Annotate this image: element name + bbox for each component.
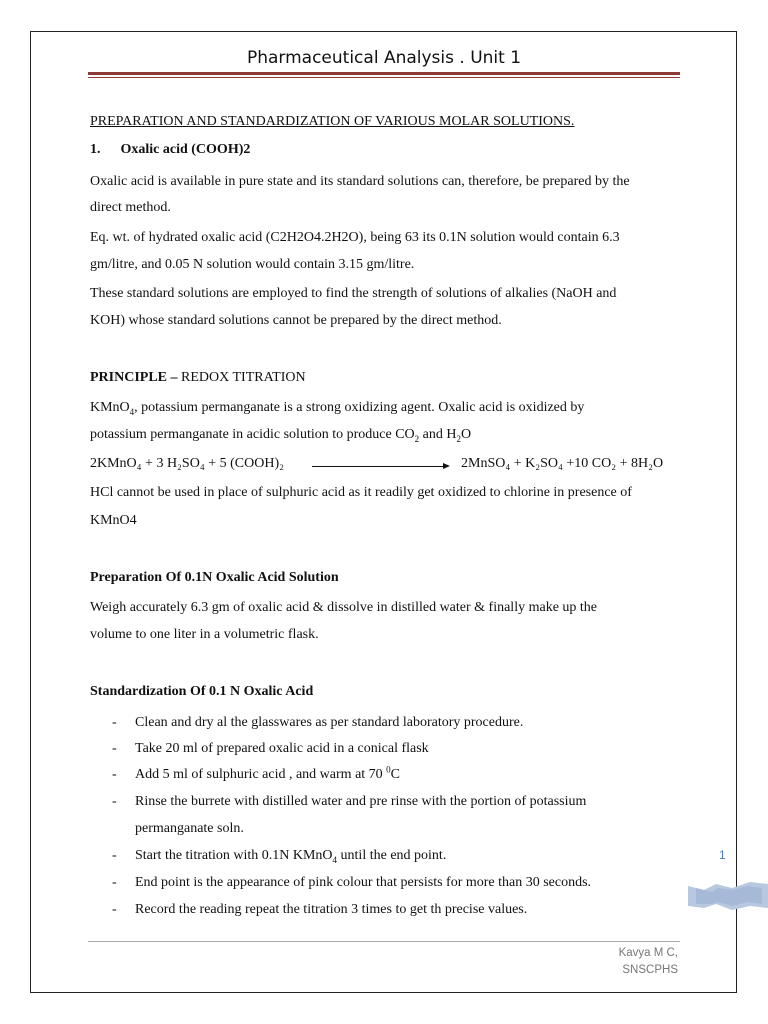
degree-superscript: 0 xyxy=(386,764,391,775)
footer-author-name: Kavya M C, xyxy=(618,947,678,959)
page-number: 1 xyxy=(719,848,726,862)
para3-line1: These standard solutions are employed to find the strength of solutions of alkalies (NaOH and xyxy=(90,286,617,301)
step-text: Clean and dry al the glasswares as per standard laboratory procedure. xyxy=(135,715,524,730)
section-1-heading xyxy=(90,142,250,158)
kmno4-subscript: 4 xyxy=(129,406,135,417)
bullet-dash: - xyxy=(112,715,117,730)
para1-line2: direct method. xyxy=(90,200,171,215)
bullet-dash: - xyxy=(112,794,117,809)
reaction-arrow-icon xyxy=(312,466,444,467)
step-text: permanganate soln. xyxy=(135,821,244,836)
hcl-note-line2: KMnO4 xyxy=(90,513,137,528)
bullet-dash: - xyxy=(112,875,117,890)
footer-institution: SNSCPHS xyxy=(622,964,678,976)
principle-heading xyxy=(90,370,306,386)
chemical-equation xyxy=(90,456,676,476)
principle-label: PRINCIPLE – xyxy=(90,370,178,385)
para3-line2: KOH) whose standard solutions cannot be prepared by the direct method. xyxy=(90,313,502,328)
bullet-dash: - xyxy=(112,902,117,917)
step-text: Rinse the burrete with distilled water and pre rinse with the portion of potassium xyxy=(135,794,587,809)
bullet-dash: - xyxy=(112,848,117,863)
para2-line1: Eq. wt. of hydrated oxalic acid (C2H2O4.2H2O), being 63 its 0.1N solution would contain 6.3 xyxy=(90,230,620,245)
header-rule-thick xyxy=(88,72,680,75)
principle-line2-a: potassium permanganate in acidic solution to produce CO xyxy=(90,427,415,442)
co2-subscript: 2 xyxy=(414,433,420,444)
preparation-heading: Preparation Of 0.1N Oxalic Acid Solution xyxy=(90,570,339,585)
equation-left: 2KMnO₄ + 3 H₂SO₄ + 5 (COOH)₂ xyxy=(90,456,284,471)
bullet-dash: - xyxy=(112,767,117,782)
page-header-title: Pharmaceutical Analysis . Unit 1 xyxy=(246,48,522,68)
section-1-number: 1. xyxy=(90,142,101,157)
footer-rule xyxy=(88,941,680,942)
principle-line2-c: O xyxy=(460,427,472,442)
main-heading: PREPARATION AND STANDARDIZATION OF VARIOUS MOLAR SOLUTIONS. xyxy=(90,114,575,129)
page-tab-decoration-icon xyxy=(688,882,768,910)
step-text: End point is the appearance of pink colour that persists for more than 30 seconds. xyxy=(135,875,592,890)
preparation-line2: volume to one liter in a volumetric flask. xyxy=(90,627,319,642)
standardization-heading: Standardization Of 0.1 N Oxalic Acid xyxy=(90,684,314,699)
principle-line2-b: and H xyxy=(419,427,457,442)
principle-line1-rest: , potassium permanganate is a strong oxidizing agent. Oxalic acid is oxidized by xyxy=(134,400,585,415)
para2-line2: gm/litre, and 0.05 N solution would contain 3.15 gm/litre. xyxy=(90,257,415,272)
section-1-title: Oxalic acid (COOH)2 xyxy=(120,142,251,157)
kmno4-subscript: 4 xyxy=(332,854,338,865)
principle-line1 xyxy=(90,400,584,416)
principle-value: REDOX TITRATION xyxy=(177,370,306,385)
step-text: Add 5 ml of sulphuric acid , and warm at 70 $^0$C xyxy=(135,764,401,782)
step-text: Record the reading repeat the titration 3 times to get th precise values. xyxy=(135,902,528,917)
preparation-line1: Weigh accurately 6.3 gm of oxalic acid & dissolve in distilled water & finally make up the xyxy=(90,600,598,615)
footer-author xyxy=(619,945,678,979)
hcl-note-line1: HCl cannot be used in place of sulphuric acid as it readily get oxidized to chlorine in presence of xyxy=(90,485,632,500)
equation-right: 2MnSO₄ + K₂SO₄ +10 CO₂ + 8H₂O xyxy=(461,456,664,471)
kmno4-text: KMnO xyxy=(90,400,130,415)
h2o-subscript: 2 xyxy=(456,433,461,444)
para1-line1: Oxalic acid is available in pure state and its standard solutions can, therefore, be prepared by the xyxy=(90,174,630,189)
bullet-dash: - xyxy=(112,741,117,756)
header-rule-thin xyxy=(88,77,680,78)
step-text: Take 20 ml of prepared oxalic acid in a conical flask xyxy=(135,741,429,756)
principle-line2 xyxy=(90,427,471,443)
step-text: Start the titration with 0.1N KMnO$_4$ until the end point. xyxy=(135,848,447,865)
